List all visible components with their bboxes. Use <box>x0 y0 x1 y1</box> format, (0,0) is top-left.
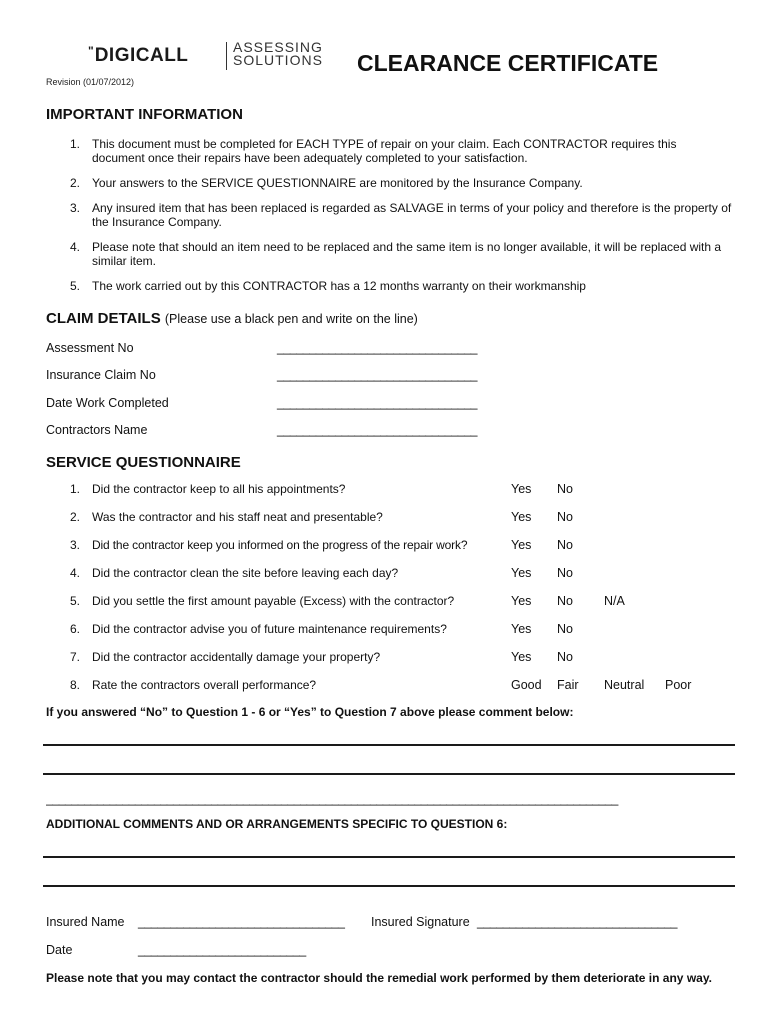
question-number: 7. <box>69 650 80 664</box>
info-item-number: 3. <box>69 201 80 215</box>
option-yes[interactable]: Yes <box>511 510 532 524</box>
date-work-completed-field[interactable]: _______________________________ <box>277 396 478 410</box>
option-yes[interactable]: Yes <box>511 538 532 552</box>
question-text: Did the contractor clean the site before leaving each day? <box>92 566 399 580</box>
document-title: CLEARANCE CERTIFICATE <box>357 50 659 76</box>
revision-date: Revision (01/07/2012) <box>46 77 135 87</box>
comment-line[interactable] <box>43 744 735 746</box>
question-number: 4. <box>69 566 80 580</box>
date-field[interactable]: __________________________ <box>138 943 306 957</box>
info-item-text: Your answers to the SERVICE QUESTIONNAIRE are monitored by the Insurance Company. <box>92 176 583 190</box>
comment-dashed-line[interactable]: __________________________________________________________________________________________ <box>46 792 618 806</box>
additional-comment-line[interactable] <box>43 856 735 858</box>
question-number: 6. <box>69 622 80 636</box>
logo-subtitle-line2: SOLUTIONS <box>233 52 323 68</box>
insured-name-field[interactable]: ________________________________ <box>138 915 345 929</box>
insurance-claim-no-field[interactable]: _______________________________ <box>277 368 478 382</box>
option-yes[interactable]: Yes <box>511 594 532 608</box>
question-number: 5. <box>69 594 80 608</box>
logo-divider <box>226 42 227 70</box>
info-item-number: 1. <box>69 137 80 151</box>
service-questionnaire-heading: SERVICE QUESTIONNAIRE <box>46 454 241 471</box>
comment-prompt: If you answered “No” to Question 1 - 6 or “Yes” to Question 7 above please comment below: <box>46 705 574 719</box>
claim-details-instruction: (Please use a black pen and write on the line) <box>164 312 418 326</box>
assessment-no-label: Assessment No <box>46 341 134 355</box>
contractors-name-field[interactable]: _______________________________ <box>277 423 478 437</box>
date-work-completed-label: Date Work Completed <box>46 396 169 410</box>
important-information-heading: IMPORTANT INFORMATION <box>46 106 243 123</box>
option-na[interactable]: N/A <box>604 594 625 608</box>
logo-ticks: " <box>88 44 93 58</box>
info-item-number: 4. <box>69 240 80 254</box>
info-item-text: This document must be completed for EACH TYPE of repair on your claim. Each CONTRACTOR requires this document once their repairs have been adequately completed to your satisfaction. <box>92 137 677 165</box>
question-text: Was the contractor and his staff neat and presentable? <box>92 510 383 524</box>
insured-signature-field[interactable]: _______________________________ <box>477 915 678 929</box>
option-no[interactable]: No <box>557 510 573 524</box>
question-text: Did you settle the first amount payable (Excess) with the contractor? <box>92 594 455 608</box>
insured-name-label: Insured Name <box>46 915 125 929</box>
option-no[interactable]: No <box>557 594 573 608</box>
option-poor[interactable]: Poor <box>665 678 692 692</box>
insurance-claim-no-label: Insurance Claim No <box>46 368 156 382</box>
info-item-text: Please note that should an item need to be replaced and the same item is no longer available, it will be replaced with a similar item. <box>92 240 722 268</box>
digicall-logo <box>88 44 188 67</box>
option-yes[interactable]: Yes <box>511 482 532 496</box>
additional-comments-heading: ADDITIONAL COMMENTS AND OR ARRANGEMENTS SPECIFIC TO QUESTION 6: <box>46 817 508 831</box>
date-label: Date <box>46 943 73 957</box>
option-no[interactable]: No <box>557 622 573 636</box>
logo-subtitle-line1: ASSESSING <box>233 39 323 55</box>
info-item-text: The work carried out by this CONTRACTOR has a 12 months warranty on their workmanship <box>92 279 586 293</box>
option-no[interactable]: No <box>557 650 573 664</box>
option-no[interactable]: No <box>557 482 573 496</box>
comment-line[interactable] <box>43 773 735 775</box>
info-item-number: 2. <box>69 176 80 190</box>
option-yes[interactable]: Yes <box>511 566 532 580</box>
question-text: Did the contractor advise you of future maintenance requirements? <box>92 622 447 636</box>
logo-wordmark: DIGICALL <box>94 45 189 66</box>
info-item-number: 5. <box>69 279 80 293</box>
option-no[interactable]: No <box>557 538 573 552</box>
assessment-no-field[interactable]: _______________________________ <box>277 341 478 355</box>
insured-signature-label: Insured Signature <box>371 915 470 929</box>
question-number: 8. <box>69 678 80 692</box>
question-text: Did the contractor accidentally damage your property? <box>92 650 381 664</box>
question-text: Rate the contractors overall performance? <box>92 678 317 692</box>
claim-details-title: CLAIM DETAILS <box>46 310 161 327</box>
contractors-name-label: Contractors Name <box>46 423 148 437</box>
option-neutral[interactable]: Neutral <box>604 678 645 692</box>
question-number: 3. <box>69 538 80 552</box>
footer-note: Please note that you may contact the contractor should the remedial work performed by them deteriorate in any way. <box>46 971 712 985</box>
claim-details-heading <box>46 310 418 327</box>
question-text: Did the contractor keep you informed on the progress of the repair work? <box>92 538 468 552</box>
option-fair[interactable]: Fair <box>557 678 579 692</box>
option-no[interactable]: No <box>557 566 573 580</box>
question-number: 1. <box>69 482 80 496</box>
question-number: 2. <box>69 510 80 524</box>
question-text: Did the contractor keep to all his appointments? <box>92 482 346 496</box>
option-yes[interactable]: Yes <box>511 650 532 664</box>
logo-subtitle <box>233 41 323 67</box>
info-item-text: Any insured item that has been replaced is regarded as SALVAGE in terms of your policy and therefore is the property of the Insurance Company. <box>92 201 732 229</box>
option-good[interactable]: Good <box>511 678 542 692</box>
additional-comment-line[interactable] <box>43 885 735 887</box>
option-yes[interactable]: Yes <box>511 622 532 636</box>
